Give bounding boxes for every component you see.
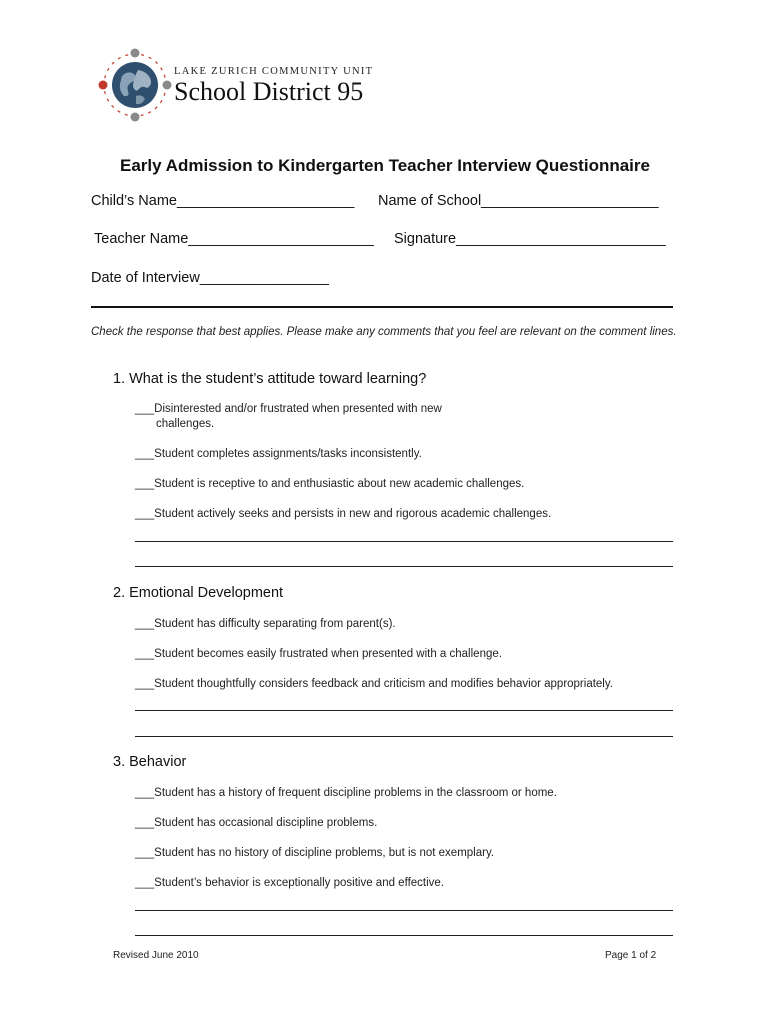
q1-option-4[interactable]: ___Student actively seeks and persists in new and rigorous academic challenges. xyxy=(135,508,552,520)
q2-option-3[interactable]: ___Student thoughtfully considers feedback and criticism and modifies behavior appropriately. xyxy=(135,678,613,690)
q1-option-1-cont: challenges. xyxy=(156,418,215,430)
globe-icon xyxy=(98,46,174,126)
date-of-interview-field[interactable]: Date of Interview________________ xyxy=(91,270,329,286)
page-title: Early Admission to Kindergarten Teacher Interview Questionnaire xyxy=(120,156,650,175)
signature-field[interactable]: Signature__________________________ xyxy=(394,231,666,247)
revision-note: Revised June 2010 xyxy=(113,950,199,961)
logo-line-1: LAKE ZURICH COMMUNITY UNIT xyxy=(174,66,374,77)
q2-comment-line-2[interactable] xyxy=(135,736,673,737)
q1-option-2[interactable]: ___Student completes assignments/tasks inconsistently. xyxy=(135,448,422,460)
q3-comment-line-1[interactable] xyxy=(135,910,673,911)
q3-option-3[interactable]: ___Student has no history of discipline problems, but is not exemplary. xyxy=(135,847,495,859)
page-number: Page 1 of 2 xyxy=(605,950,657,961)
q2-option-1[interactable]: ___Student has difficulty separating from parent(s). xyxy=(135,618,396,630)
q1-comment-line-2[interactable] xyxy=(135,566,673,567)
question-1-heading: 1. What is the student’s attitude toward learning? xyxy=(113,371,427,387)
q1-option-1[interactable]: ___Disinterested and/or frustrated when presented with new xyxy=(135,403,442,415)
district-logo xyxy=(98,46,374,126)
q3-option-2[interactable]: ___Student has occasional discipline problems. xyxy=(135,817,378,829)
question-2-heading: 2. Emotional Development xyxy=(113,585,284,601)
logo-line-2: School District 95 xyxy=(174,77,364,106)
question-3-heading: 3. Behavior xyxy=(113,754,187,770)
q2-option-2[interactable]: ___Student becomes easily frustrated when presented with a challenge. xyxy=(135,648,502,660)
q1-option-3[interactable]: ___Student is receptive to and enthusiastic about new academic challenges. xyxy=(135,478,525,490)
instructions: Check the response that best applies. Please make any comments that you feel are relevant on the comment lines. xyxy=(91,326,677,338)
q1-comment-line-1[interactable] xyxy=(135,541,673,542)
q3-option-4[interactable]: ___Student’s behavior is exceptionally positive and effective. xyxy=(135,877,444,889)
q3-comment-line-2[interactable] xyxy=(135,935,673,936)
school-name-field[interactable]: Name of School______________________ xyxy=(378,193,659,209)
section-divider xyxy=(91,306,673,308)
q2-comment-line-1[interactable] xyxy=(135,710,673,711)
childs-name-field[interactable]: Child’s Name______________________ xyxy=(91,193,355,209)
teacher-name-field[interactable]: Teacher Name_______________________ xyxy=(94,231,374,247)
q3-option-1[interactable]: ___Student has a history of frequent discipline problems in the classroom or home. xyxy=(135,787,557,799)
